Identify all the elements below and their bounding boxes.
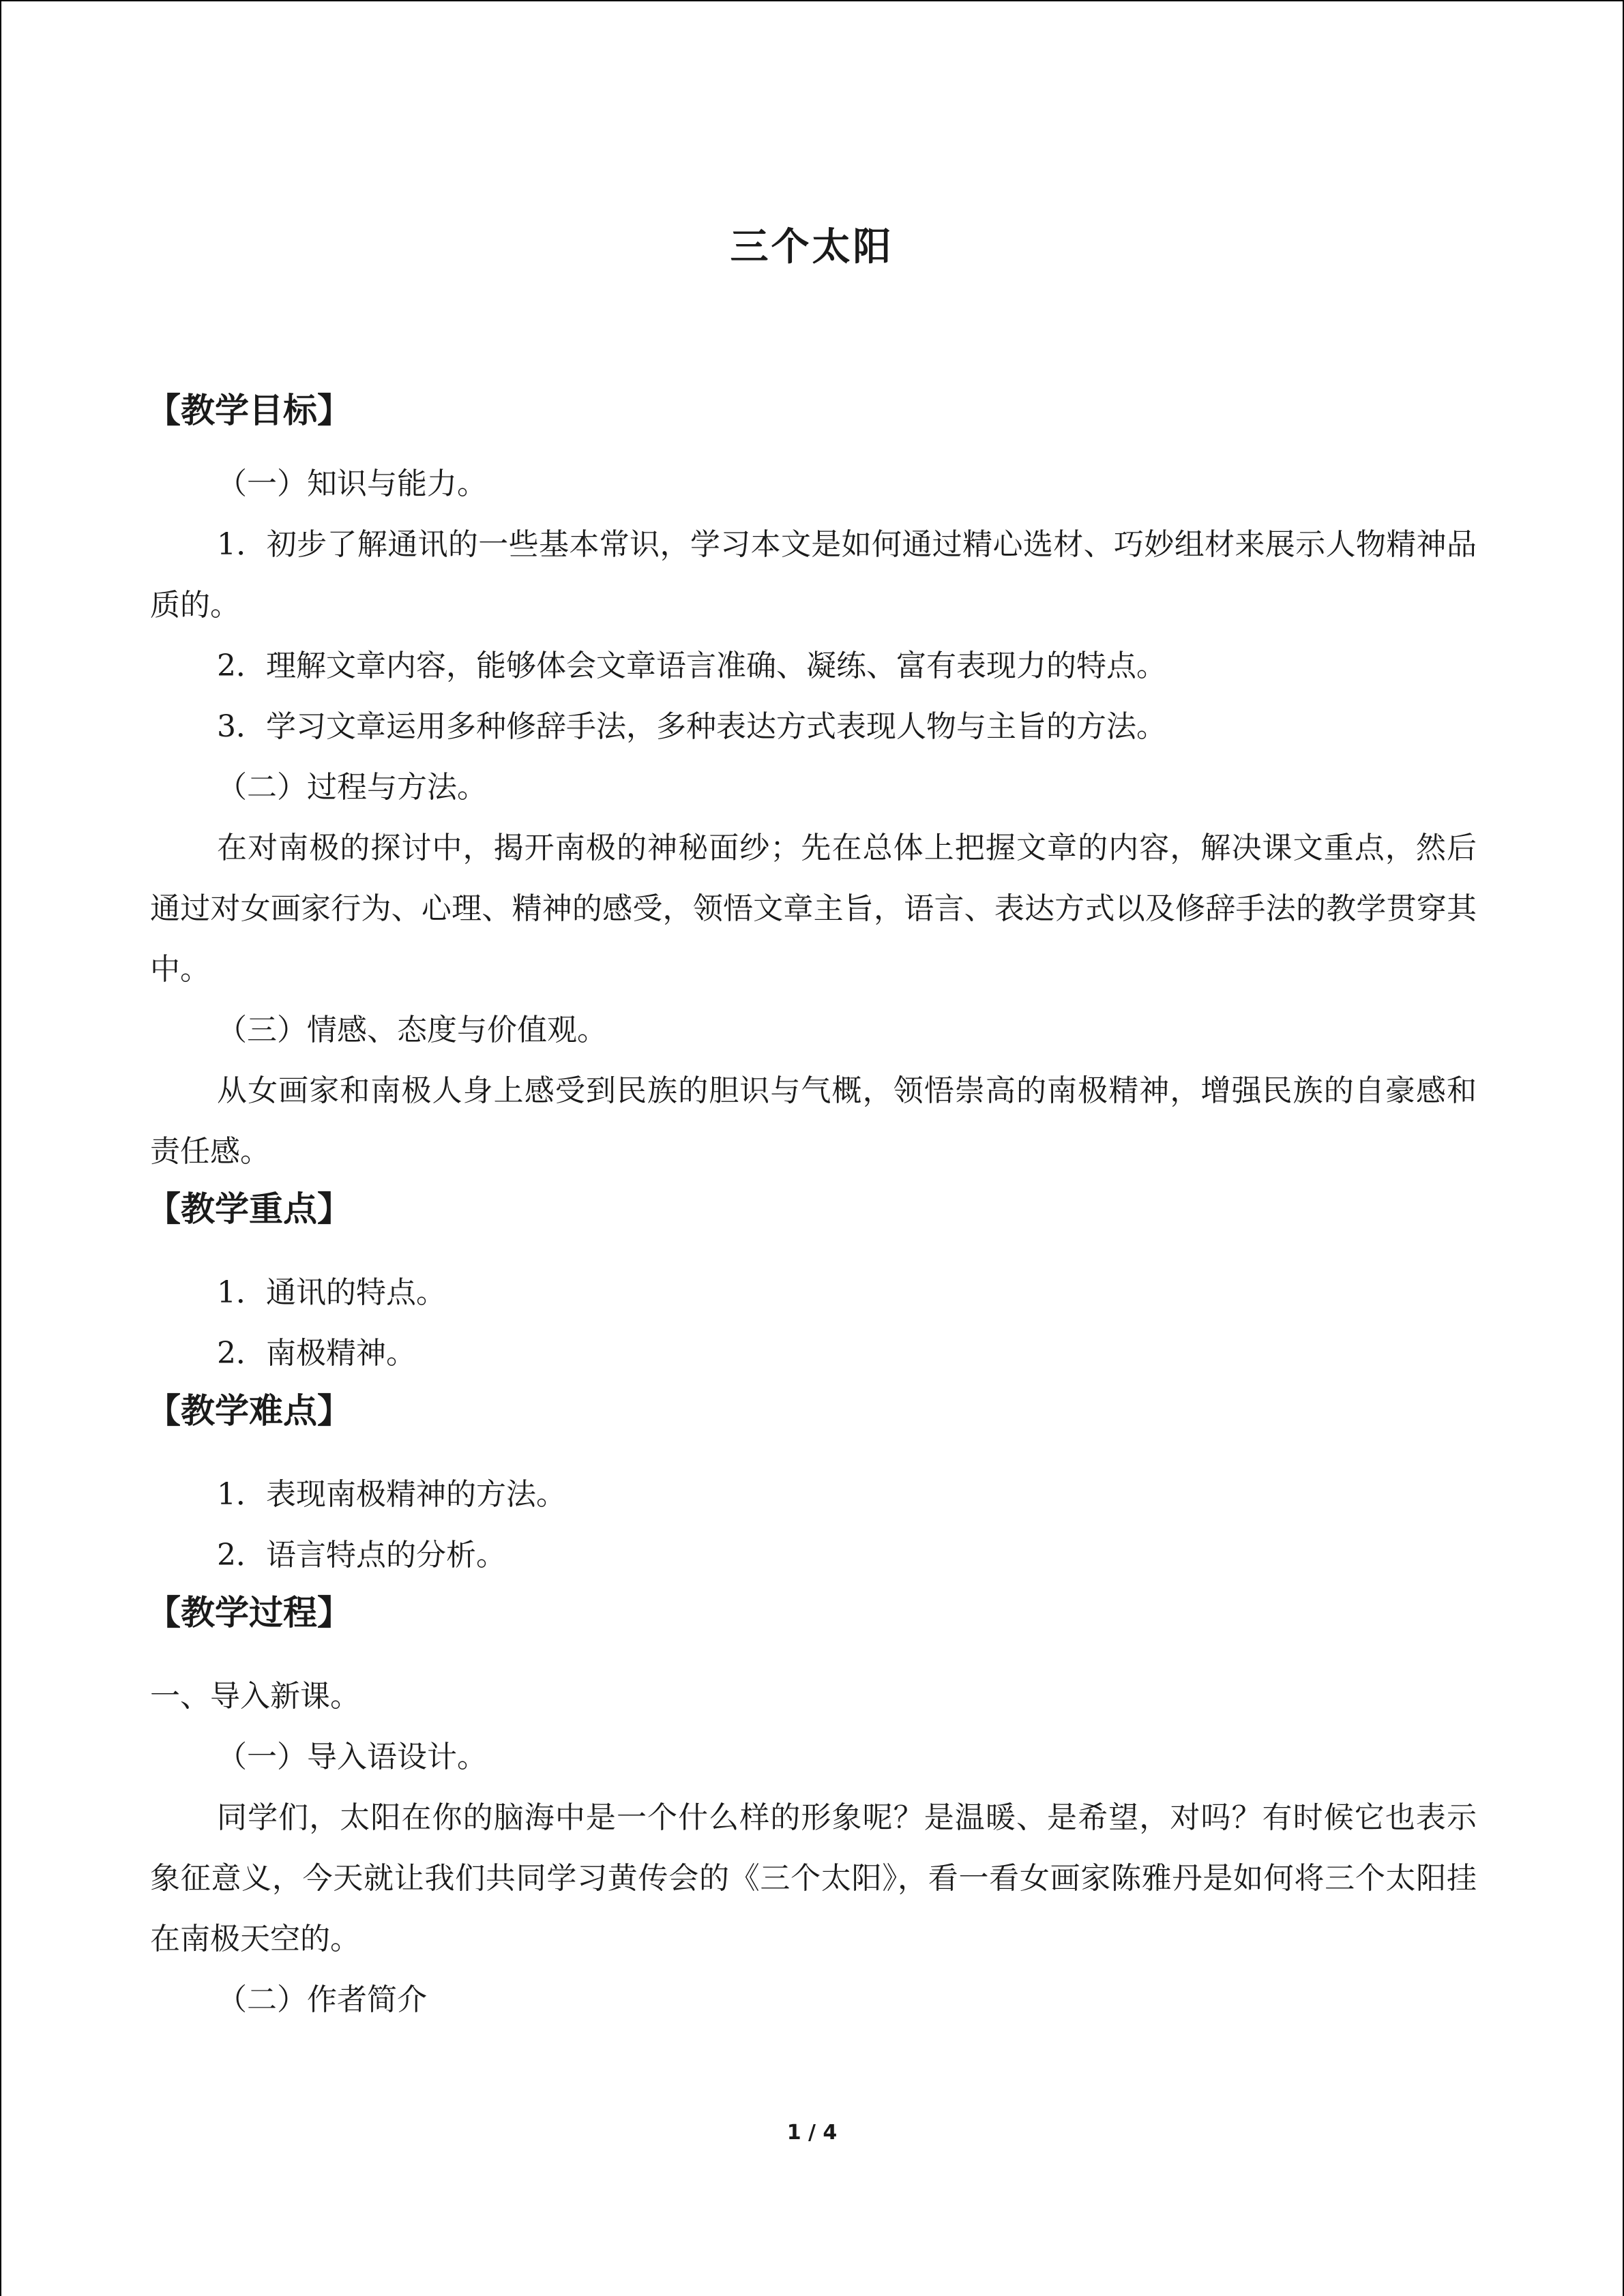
paragraph: 2．语言特点的分析。 — [217, 1538, 506, 1572]
paragraph: 在对南极的探讨中，揭开南极的神秘面纱；先在总体上把握文章的内容，解决课文重点，然后通过对女画家行为、心理、精神的感受，领悟文章主旨，语言、表达方式以及修辞手法的教学贯穿其中。 — [150, 831, 1477, 987]
paragraph: 3．学习文章运用多种修辞手法，多种表达方式表现人物与主旨的方法。 — [217, 709, 1166, 744]
paragraph: 1．通讯的特点。 — [217, 1275, 446, 1310]
section-heading-process: 【教学过程】 — [147, 1593, 351, 1632]
paragraph: （二）作者简介 — [217, 1982, 427, 2017]
document-title: 三个太阳 — [730, 225, 894, 269]
paragraph: （二）过程与方法。 — [217, 770, 487, 805]
paragraph: 1．初步了解通讯的一些基本常识，学习本文是如何通过精心选材、巧妙组材来展示人物精神品质的。 — [150, 527, 1477, 623]
paragraph: （三）情感、态度与价值观。 — [217, 1013, 607, 1047]
section-heading-key-points: 【教学重点】 — [147, 1189, 351, 1229]
paragraph: 从女画家和南极人身上感受到民族的胆识与气概，领悟崇高的南极精神，增强民族的自豪感和责任感。 — [150, 1073, 1477, 1169]
page-number: 1 / 4 — [786, 2121, 838, 2145]
section-heading-difficulties: 【教学难点】 — [147, 1391, 351, 1431]
paragraph: 1．表现南极精神的方法。 — [217, 1477, 566, 1512]
document-body — [147, 390, 1477, 2030]
paragraph: （一）知识与能力。 — [217, 466, 487, 501]
paragraph: （一）导入语设计。 — [217, 1740, 487, 1774]
paragraph: 2．理解文章内容，能够体会文章语言准确、凝练、富有表现力的特点。 — [217, 648, 1166, 683]
paragraph: 2．南极精神。 — [217, 1336, 416, 1371]
paragraph: 同学们，太阳在你的脑海中是一个什么样的形象呢？是温暖、是希望，对吗？有时候它也表示象征意义，今天就让我们共同学习黄传会的《三个太阳》，看一看女画家陈雅丹是如何将三个太阳挂在南极天空的。 — [150, 1800, 1477, 1956]
paragraph: 一、导入新课。 — [150, 1679, 360, 1714]
section-heading-goals: 【教学目标】 — [147, 391, 351, 430]
